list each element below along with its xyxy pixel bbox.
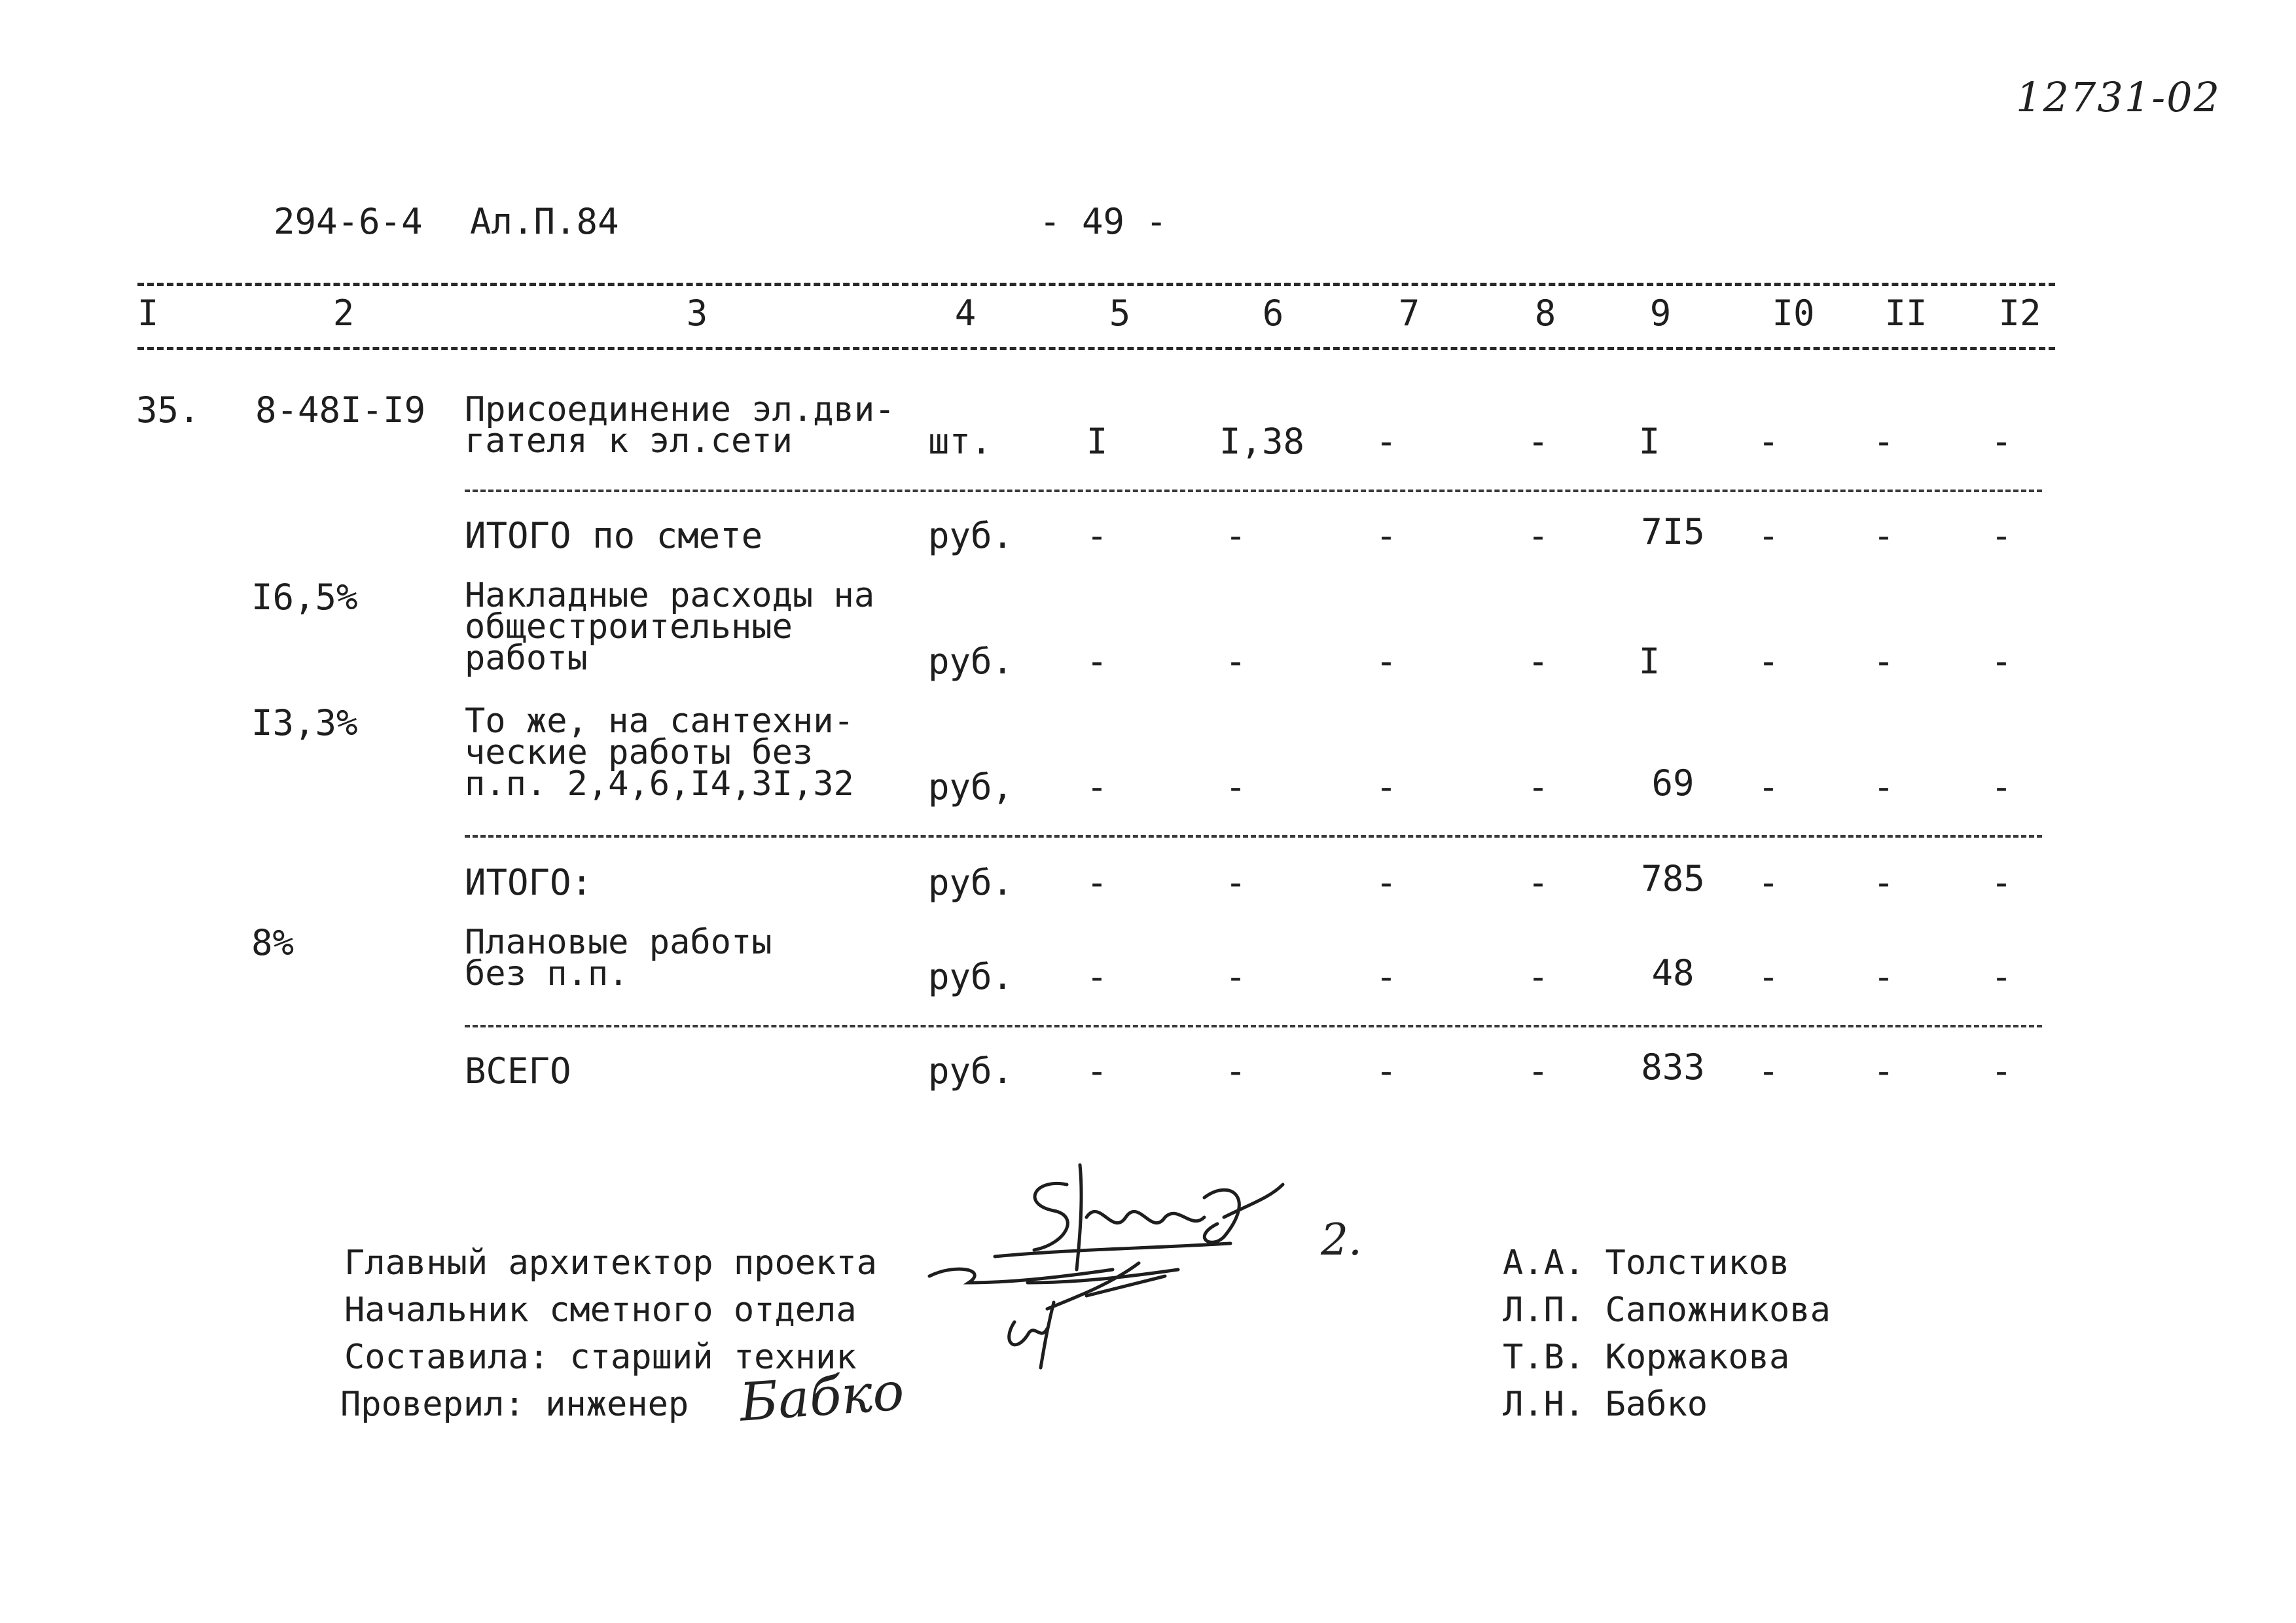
row-unit: руб. [928, 1050, 1014, 1092]
col-header-12: I2 [1998, 293, 2041, 334]
signature-scribble-head [916, 1257, 1191, 1368]
col-header-4: 4 [954, 293, 977, 334]
row-divider [465, 490, 2042, 492]
signature-role: Главный архитектор проекта [344, 1243, 877, 1283]
col-header-7: 7 [1398, 293, 1420, 334]
cell-7: - [1375, 641, 1397, 682]
cell-8: - [1527, 862, 1549, 903]
row-unit: руб. [928, 641, 1014, 682]
row-code: I3,3% [251, 702, 358, 743]
cell-10: - [1757, 421, 1780, 462]
cell-7: - [1375, 956, 1397, 997]
cell-10: - [1757, 641, 1780, 682]
header-album: Ал.П.84 [470, 201, 619, 242]
cell-9: 69 [1651, 762, 1695, 804]
cell-9: 833 [1641, 1046, 1705, 1088]
cell-6: - [1225, 766, 1247, 808]
row-description: ИТОГО: [465, 862, 593, 903]
row-unit: руб. [928, 515, 1014, 556]
signature-role: Составила: старший техник [344, 1338, 857, 1377]
row-description: ВСЕГО [465, 1050, 571, 1092]
cell-11: - [1873, 766, 1895, 808]
col-header-9: 9 [1649, 293, 1672, 334]
row-number: 35. [136, 389, 200, 431]
cell-5: - [1086, 1050, 1108, 1092]
cell-8: - [1527, 641, 1549, 682]
cell-5: - [1086, 862, 1108, 903]
cell-5: - [1086, 515, 1108, 556]
row-unit: руб. [928, 956, 1014, 997]
cell-9: 7I5 [1641, 511, 1705, 552]
header-rule-bottom [137, 347, 2055, 350]
cell-9: 48 [1651, 952, 1695, 993]
col-header-2: 2 [332, 293, 355, 334]
col-header-1: I [137, 293, 159, 334]
cell-12: - [1990, 956, 2013, 997]
cell-12: - [1990, 862, 2013, 903]
cell-6: - [1225, 1050, 1247, 1092]
cell-11: - [1873, 515, 1895, 556]
cell-10: - [1757, 956, 1780, 997]
cell-10: - [1757, 1050, 1780, 1092]
cell-12: - [1990, 766, 2013, 808]
signature-name: А.А. Толстиков [1503, 1243, 1790, 1283]
cell-6: - [1225, 956, 1247, 997]
cell-6: - [1225, 515, 1247, 556]
header-code: 294-6-4 [274, 201, 423, 242]
cell-5: - [1086, 766, 1108, 808]
signature-role: Начальник сметного отдела [344, 1291, 857, 1330]
cell-9: 785 [1641, 858, 1705, 899]
col-header-5: 5 [1109, 293, 1131, 334]
cell-9: I [1638, 421, 1660, 462]
row-divider [465, 1025, 2042, 1027]
page-number: - 49 - [1039, 201, 1168, 242]
row-description: ИТОГО по смете [465, 515, 763, 556]
cell-6: - [1225, 641, 1247, 682]
header-rule-top [137, 283, 2055, 286]
cell-10: - [1757, 515, 1780, 556]
cell-11: - [1873, 421, 1895, 462]
col-header-11: II [1884, 293, 1928, 334]
handwritten-note: 2. [1321, 1215, 1362, 1265]
cell-6: - [1225, 862, 1247, 903]
row-divider [465, 835, 2042, 838]
row-description: Присоединение эл.дви- гателя к эл.сети [465, 390, 895, 461]
cell-7: - [1375, 766, 1397, 808]
cell-10: - [1757, 862, 1780, 903]
row-description: Плановые работы без п.п. [465, 923, 772, 993]
col-header-10: I0 [1772, 293, 1815, 334]
row-code: I6,5% [251, 577, 358, 618]
cell-12: - [1990, 421, 2013, 462]
row-code: 8% [251, 922, 295, 963]
handwritten-signature: Бабко [738, 1361, 906, 1433]
cell-7: - [1375, 421, 1397, 462]
row-unit: руб. [928, 862, 1014, 903]
cell-11: - [1873, 956, 1895, 997]
cell-12: - [1990, 515, 2013, 556]
row-unit: руб, [928, 766, 1014, 808]
cell-8: - [1527, 956, 1549, 997]
signature-name: Л.П. Сапожникова [1503, 1291, 1831, 1330]
row-code: 8-48I-I9 [255, 389, 426, 431]
cell-10: - [1757, 766, 1780, 808]
signature-role: Проверил: инженер [340, 1385, 689, 1424]
row-description: Накладные расходы на общестроительные работы [465, 576, 875, 678]
cell-11: - [1873, 1050, 1895, 1092]
cell-7: - [1375, 862, 1397, 903]
cell-8: - [1527, 1050, 1549, 1092]
signature-name: Л.Н. Бабко [1503, 1385, 1708, 1424]
row-description: То же, на сантехни- ческие работы без п.п. 2,4,6,I4,3I,32 [465, 702, 854, 804]
cell-11: - [1873, 641, 1895, 682]
cell-5: - [1086, 641, 1108, 682]
cell-9: I [1638, 641, 1660, 682]
cell-8: - [1527, 421, 1549, 462]
cell-12: - [1990, 1050, 2013, 1092]
cell-5: I [1086, 421, 1108, 462]
cell-12: - [1990, 641, 2013, 682]
row-unit: шт. [928, 421, 992, 462]
col-header-6: 6 [1262, 293, 1284, 334]
cell-8: - [1527, 766, 1549, 808]
col-header-8: 8 [1534, 293, 1556, 334]
col-header-3: 3 [686, 293, 708, 334]
cell-7: - [1375, 1050, 1397, 1092]
archive-number: 12731-02 [2016, 73, 2221, 121]
cell-5: - [1086, 956, 1108, 997]
cell-7: - [1375, 515, 1397, 556]
cell-11: - [1873, 862, 1895, 903]
signature-name: Т.В. Коржакова [1503, 1338, 1790, 1377]
cell-8: - [1527, 515, 1549, 556]
cell-6: I,38 [1219, 421, 1305, 462]
